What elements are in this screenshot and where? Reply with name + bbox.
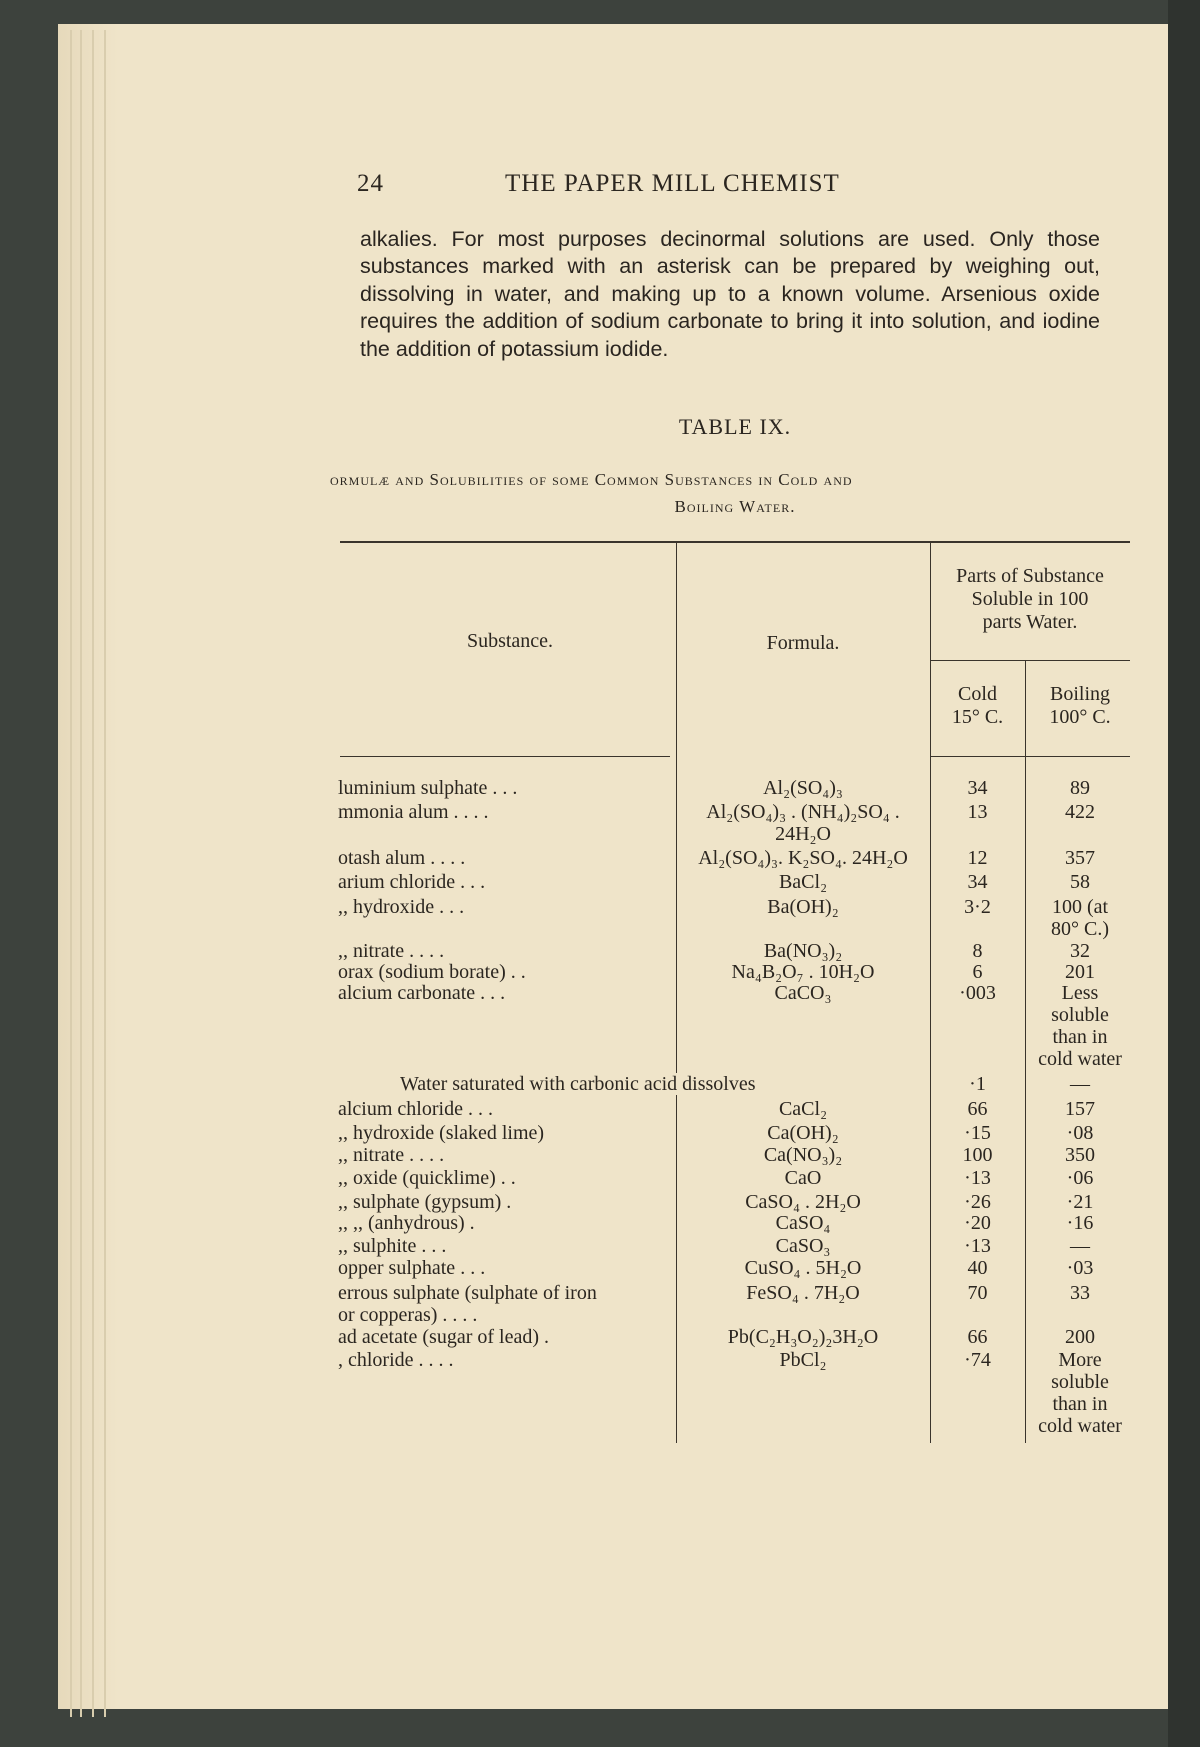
cell-formula: PbCl₂ — [779, 1349, 827, 1371]
cell-formula: CaCl₂ — [778, 1098, 828, 1120]
header-substance: Substance. — [466, 630, 554, 652]
header-rule — [340, 756, 670, 757]
cell-substance: arium chloride . . . — [338, 871, 486, 893]
cell-substance: otash alum . . . . — [338, 847, 466, 869]
cell-formula: CaSO₄ — [775, 1212, 831, 1234]
cell-cold: 70 — [967, 1282, 988, 1304]
cell-substance: ,, ,, (anhydrous) . — [338, 1212, 475, 1234]
header-cold: Cold 15° C. — [951, 683, 1004, 728]
cell-substance: alcium carbonate . . . — [338, 982, 506, 1004]
cell-cold: ·003 — [959, 982, 996, 1004]
cell-formula: Al₂(SO₄)₃ — [763, 777, 843, 799]
cell-cold: ·20 — [964, 1212, 991, 1234]
cell-cold: 66 — [967, 1326, 988, 1348]
cell-substance: alcium chloride . . . — [338, 1098, 493, 1120]
cell-formula: FeSO₄ . 7H₂O — [746, 1282, 860, 1304]
cell-substance: opper sulphate . . . — [338, 1257, 486, 1279]
cell-formula: BaCl₂ — [778, 871, 828, 893]
page-edge — [92, 30, 94, 1717]
cell-boiling: 33 — [1070, 1282, 1090, 1304]
cell-cold: ·26 — [964, 1191, 991, 1213]
cell-cold: 100 — [962, 1144, 993, 1166]
header-parts: Parts of Substance Soluble in 100 parts Water. — [956, 565, 1104, 633]
cell-formula: Al₂(SO₄)₃. K₂SO₄. 24H₂O — [698, 847, 908, 869]
header-formula: Formula. — [766, 632, 840, 654]
cell-boiling: ·08 — [1066, 1122, 1094, 1144]
running-title: THE PAPER MILL CHEMIST — [505, 170, 840, 197]
cell-formula: CaO — [784, 1167, 822, 1189]
cell-cold: 66 — [967, 1098, 988, 1120]
cell-substance: ,, sulphite . . . — [338, 1235, 447, 1257]
table-label: TABLE IX. — [678, 414, 792, 439]
header-rule — [930, 756, 1130, 757]
cell-boiling: 357 — [1065, 847, 1095, 869]
page-edge — [104, 30, 106, 1717]
book-cover-edge — [1168, 0, 1200, 1747]
cell-formula: CaSO₄ . 2H₂O — [745, 1191, 861, 1213]
cell-formula: Ca(OH)₂ — [767, 1122, 839, 1144]
cell-boiling: 100 (at 80° C.) — [1051, 896, 1109, 940]
cell-boiling: — — [1070, 1235, 1090, 1257]
cell-cold: 8 — [972, 940, 983, 962]
cell-substance: , chloride . . . . — [338, 1349, 454, 1371]
cell-boiling: 58 — [1070, 871, 1090, 893]
cell-boiling: ·21 — [1066, 1191, 1094, 1213]
cell-substance: ,, hydroxide . . . — [338, 896, 465, 918]
cell-formula: Ba(OH)₂ — [767, 896, 839, 918]
cell-cold: ·15 — [964, 1122, 991, 1144]
cell-cold: 3·2 — [964, 896, 991, 918]
cell-formula: CuSO₄ . 5H₂O — [744, 1257, 862, 1279]
cell-boiling: 201 — [1065, 961, 1095, 983]
parts-rule — [930, 660, 1130, 661]
cell-cold: 34 — [967, 777, 988, 799]
cell-boiling: 89 — [1070, 777, 1090, 799]
cell-boiling: 32 — [1070, 940, 1090, 962]
cell-boiling: 350 — [1065, 1144, 1095, 1166]
cell-cold: 6 — [972, 961, 983, 983]
cell-substance: orax (sodium borate) . . — [338, 961, 526, 983]
cell-boiling: — — [1070, 1073, 1090, 1095]
cell-boiling: ·16 — [1066, 1212, 1094, 1234]
cell-boiling: ·06 — [1066, 1167, 1094, 1189]
cell-substance: mmonia alum . . . . — [338, 801, 489, 823]
cell-cold: ·74 — [964, 1349, 991, 1371]
cell-cold: 34 — [967, 871, 988, 893]
cell-boiling: ·03 — [1066, 1257, 1094, 1279]
table-caption-line2: Boiling Water. — [674, 497, 796, 516]
cell-formula: Na₄B₂O₇ . 10H₂O — [731, 961, 875, 983]
cell-boiling: More soluble than in cold water — [1038, 1349, 1122, 1437]
cell-cold: 12 — [967, 847, 988, 869]
cell-boiling: Less soluble than in cold water — [1038, 982, 1122, 1070]
cell-substance: ad acetate (sugar of lead) . — [338, 1326, 549, 1348]
cell-formula: Al₂(SO₄)₃ . (NH₄)₂SO₄ . 24H₂O — [706, 801, 900, 845]
cell-substance: Water saturated with carbonic acid dissolves — [400, 1073, 900, 1095]
cell-substance: ,, oxide (quicklime) . . — [338, 1167, 516, 1189]
cell-formula: Ca(NO₃)₂ — [763, 1144, 843, 1166]
cell-boiling: 200 — [1065, 1326, 1095, 1348]
page-gutter — [58, 24, 118, 1709]
cell-formula: CaCO₃ — [774, 982, 832, 1004]
cell-cold: 40 — [967, 1257, 988, 1279]
cell-cold: ·13 — [964, 1167, 991, 1189]
cell-boiling: 157 — [1065, 1098, 1095, 1120]
table-top-rule — [340, 541, 1130, 543]
cell-cold: 13 — [967, 801, 988, 823]
body-paragraph: alkalies. For most purposes decinormal solutions are used. Only those substances marked with an asterisk can be prepared by weighing out, dissolving in water, and making up to a known volume. Arsenious oxide requires the addition of sodium carbonate to bring it into solution, and iodine the addition of potassium iodide. — [360, 227, 1100, 361]
page-edge — [80, 30, 82, 1717]
page-edge — [70, 30, 72, 1717]
page-number: 24 — [357, 170, 384, 197]
table-caption-line1: ormulæ and Solubilities of some Common Substances in Cold and — [330, 470, 853, 489]
cell-substance: ,, nitrate . . . . — [338, 1144, 445, 1166]
cell-cold: ·1 — [969, 1073, 986, 1095]
cell-cold: ·13 — [964, 1235, 991, 1257]
cell-substance: ,, hydroxide (slaked lime) — [338, 1122, 545, 1144]
cell-substance: errous sulphate (sulphate of iron or copperas) . . . . — [338, 1282, 597, 1326]
cell-formula: CaSO₃ — [775, 1235, 831, 1257]
cell-substance: ,, nitrate . . . . — [338, 940, 445, 962]
cell-formula: Pb(C₂H₃O₂)₂3H₂O — [727, 1326, 879, 1348]
cell-boiling: 422 — [1065, 801, 1095, 823]
cell-substance: ,, sulphate (gypsum) . — [338, 1191, 512, 1213]
header-boiling: Boiling 100° C. — [1049, 683, 1111, 728]
cell-formula: Ba(NO₃)₂ — [763, 940, 843, 962]
cell-substance: luminium sulphate . . . — [338, 777, 518, 799]
